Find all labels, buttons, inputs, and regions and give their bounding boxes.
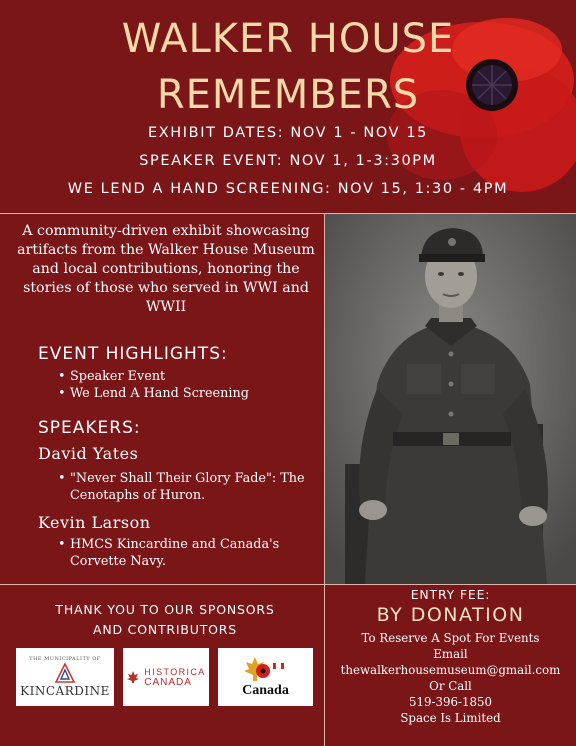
historica-canada-logo [123, 648, 209, 706]
list-item: • Speaker Event [58, 368, 249, 385]
entry-fee-label: ENTRY FEE: [410, 587, 491, 602]
sponsors-heading-line-1: THANK YOU TO OUR SPONSORS [55, 602, 275, 617]
poster-header [0, 0, 576, 213]
logo-line-2: CANADA [144, 676, 192, 688]
space-limited-note: Space Is Limited [400, 711, 501, 725]
kincardine-logo [16, 648, 114, 706]
divider-bottom [0, 584, 576, 585]
event-highlights-heading: EVENT HIGHLIGHTS: [38, 344, 228, 364]
contact-info [325, 630, 576, 726]
call-label: Or Call [429, 679, 472, 693]
speaker-name: David Yates [38, 444, 139, 463]
list-item: • "Never Shall Their Glory Fade": The Cenotaphs of Huron. [58, 470, 318, 504]
email-address: thewalkerhousemuseum@gmail.com [340, 663, 561, 677]
speaker-talk-list [58, 536, 318, 570]
sponsors-heading-line-2: AND CONTRIBUTORS [92, 622, 238, 637]
speaker-talk-list [58, 470, 318, 504]
entry-fee-value: BY DONATION [376, 604, 525, 626]
sponsors-heading [20, 600, 310, 640]
speaker-name: Kevin Larson [38, 513, 151, 532]
canada-logo [218, 648, 313, 706]
email-label: Email [433, 647, 468, 661]
exhibit-dates: EXHIBIT DATES: NOV 1 - NOV 15 [148, 125, 428, 141]
logo-small-text: THE MUNICIPALITY OF [29, 656, 101, 662]
title-line-1: WALKER HOUSE [121, 16, 455, 62]
logo-name: Canada [242, 683, 289, 698]
speakers-heading: SPEAKERS: [38, 418, 141, 438]
intro-text: A community-driven exhibit showcasing artifacts from the Walker House Museum and local contributions, honoring the stories of those who served in WWI and WWII [17, 223, 315, 315]
maple-leaf-poppy-icon [241, 655, 291, 683]
logo-name: KINCARDINE [20, 684, 110, 698]
title-line-2: REMEMBERS [156, 72, 420, 118]
list-item: • HMCS Kincardine and Canada's Corvette Navy. [58, 536, 318, 570]
phone-number: 519-396-1850 [408, 695, 493, 709]
screening-date: WE LEND A HAND SCREENING: NOV 15, 1:30 - 4PM [67, 181, 509, 197]
speaker-event-date: SPEAKER EVENT: NOV 1, 1-3:30PM [139, 153, 437, 169]
highlights-list [58, 368, 249, 402]
reserve-text: To Reserve A Spot For Events [361, 631, 540, 645]
logo-line-1: HISTORICA [144, 666, 206, 677]
lighthouse-icon [52, 662, 78, 684]
maple-leaf-icon [126, 670, 140, 684]
list-item: • We Lend A Hand Screening [58, 385, 249, 402]
soldier-portrait-icon [325, 214, 576, 584]
